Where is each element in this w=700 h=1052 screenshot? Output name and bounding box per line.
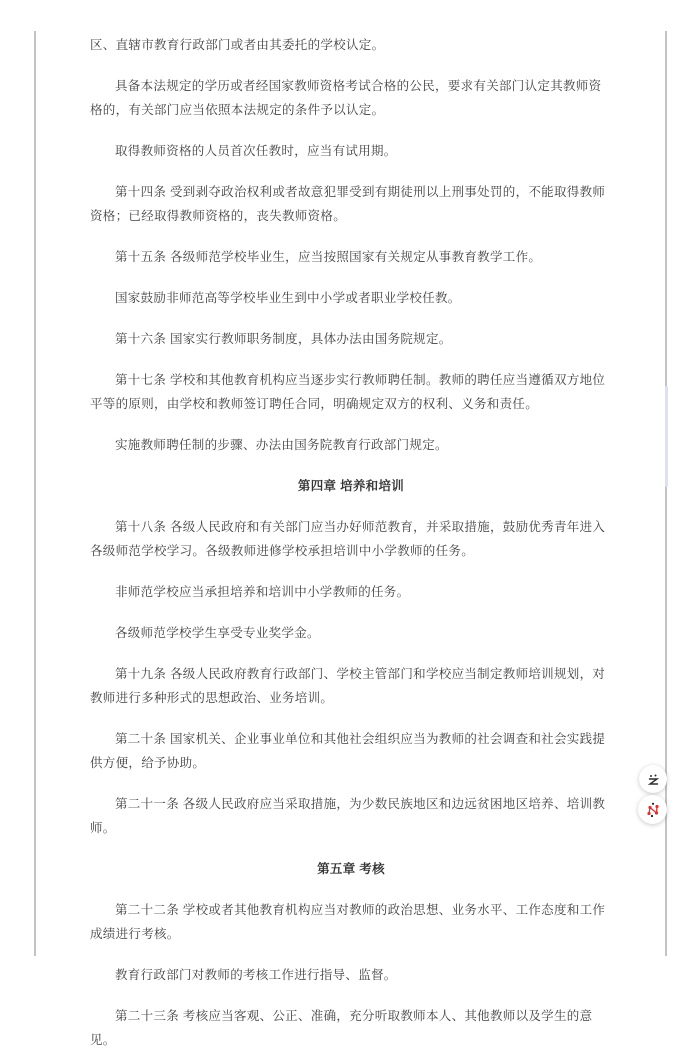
article-paragraph: 具备本法规定的学历或者经国家教师资格考试合格的公民，要求有关部门认定其教师资格的，有关部门应当依照本法规定的条件予以认定。 (90, 79, 602, 117)
article-paragraph: 第十六条 国家实行教师职务制度，具体办法由国务院规定。 (115, 332, 452, 346)
article-paragraph: 第二十一条 各级人民政府应当采取措施，为少数民族地区和边远贫困地区培养、培训教师。 (90, 797, 606, 835)
article-paragraph: 第二十二条 学校或者其他教育机构应当对教师的政治思想、业务水平、工作态度和工作成绩进行考核。 (90, 903, 606, 941)
article-paragraph: 各级师范学校学生享受专业奖学金。 (115, 626, 320, 640)
article-paragraph: 国家鼓励非师范高等学校毕业生到中小学或者职业学校任教。 (115, 291, 461, 305)
translate-icon (646, 772, 661, 787)
network-float-button[interactable] (638, 795, 667, 824)
translate-float-button[interactable] (639, 765, 667, 793)
chapter-heading: 第四章 培养和培训 (297, 479, 405, 493)
document-page (34, 31, 667, 1047)
article-paragraph: 非师范学校应当承担培养和培训中小学教师的任务。 (115, 585, 410, 599)
article-paragraph: 第十八条 各级人民政府和有关部门应当办好师范教育，并采取措施，鼓励优秀青年进入各级师范学校学习。各级教师进修学校承担培训中小学教师的任务。 (90, 520, 606, 558)
article-paragraph: 教育行政部门对教师的考核工作进行指导、监督。 (115, 968, 397, 982)
article-paragraph: 第二十三条 考核应当客观、公正、准确，充分听取教师本人、其他教师以及学生的意见。 (90, 1009, 593, 1047)
law-article (36, 31, 665, 1052)
scrollbar-thumb[interactable] (665, 386, 668, 487)
article-paragraph: 第十四条 受到剥夺政治权利或者故意犯罪受到有期徒刑以上刑事处罚的，不能取得教师资格；已经取得教师资格的，丧失教师资格。 (90, 185, 606, 223)
article-paragraph: 第十五条 各级师范学校毕业生，应当按照国家有关规定从事教育教学工作。 (115, 250, 542, 264)
article-paragraph: 实施教师聘任制的步骤、办法由国务院教育行政部门规定。 (115, 438, 448, 452)
chapter-heading: 第五章 考核 (317, 862, 385, 876)
article-paragraph: 区、直辖市教育行政部门或者由其委托的学校认定。 (90, 38, 385, 52)
network-graph-icon (645, 802, 661, 818)
article-paragraph: 取得教师资格的人员首次任教时，应当有试用期。 (115, 144, 397, 158)
article-paragraph: 第二十条 国家机关、企业事业单位和其他社会组织应当为教师的社会调查和社会实践提供方便，给予协助。 (90, 732, 606, 770)
article-paragraph: 第十七条 学校和其他教育机构应当逐步实行教师聘任制。教师的聘任应当遵循双方地位平等的原则，由学校和教师签订聘任合同，明确规定双方的权利、义务和责任。 (90, 373, 606, 411)
article-paragraph: 第十九条 各级人民政府教育行政部门、学校主管部门和学校应当制定教师培训规划，对教师进行多种形式的思想政治、业务培训。 (90, 667, 606, 705)
